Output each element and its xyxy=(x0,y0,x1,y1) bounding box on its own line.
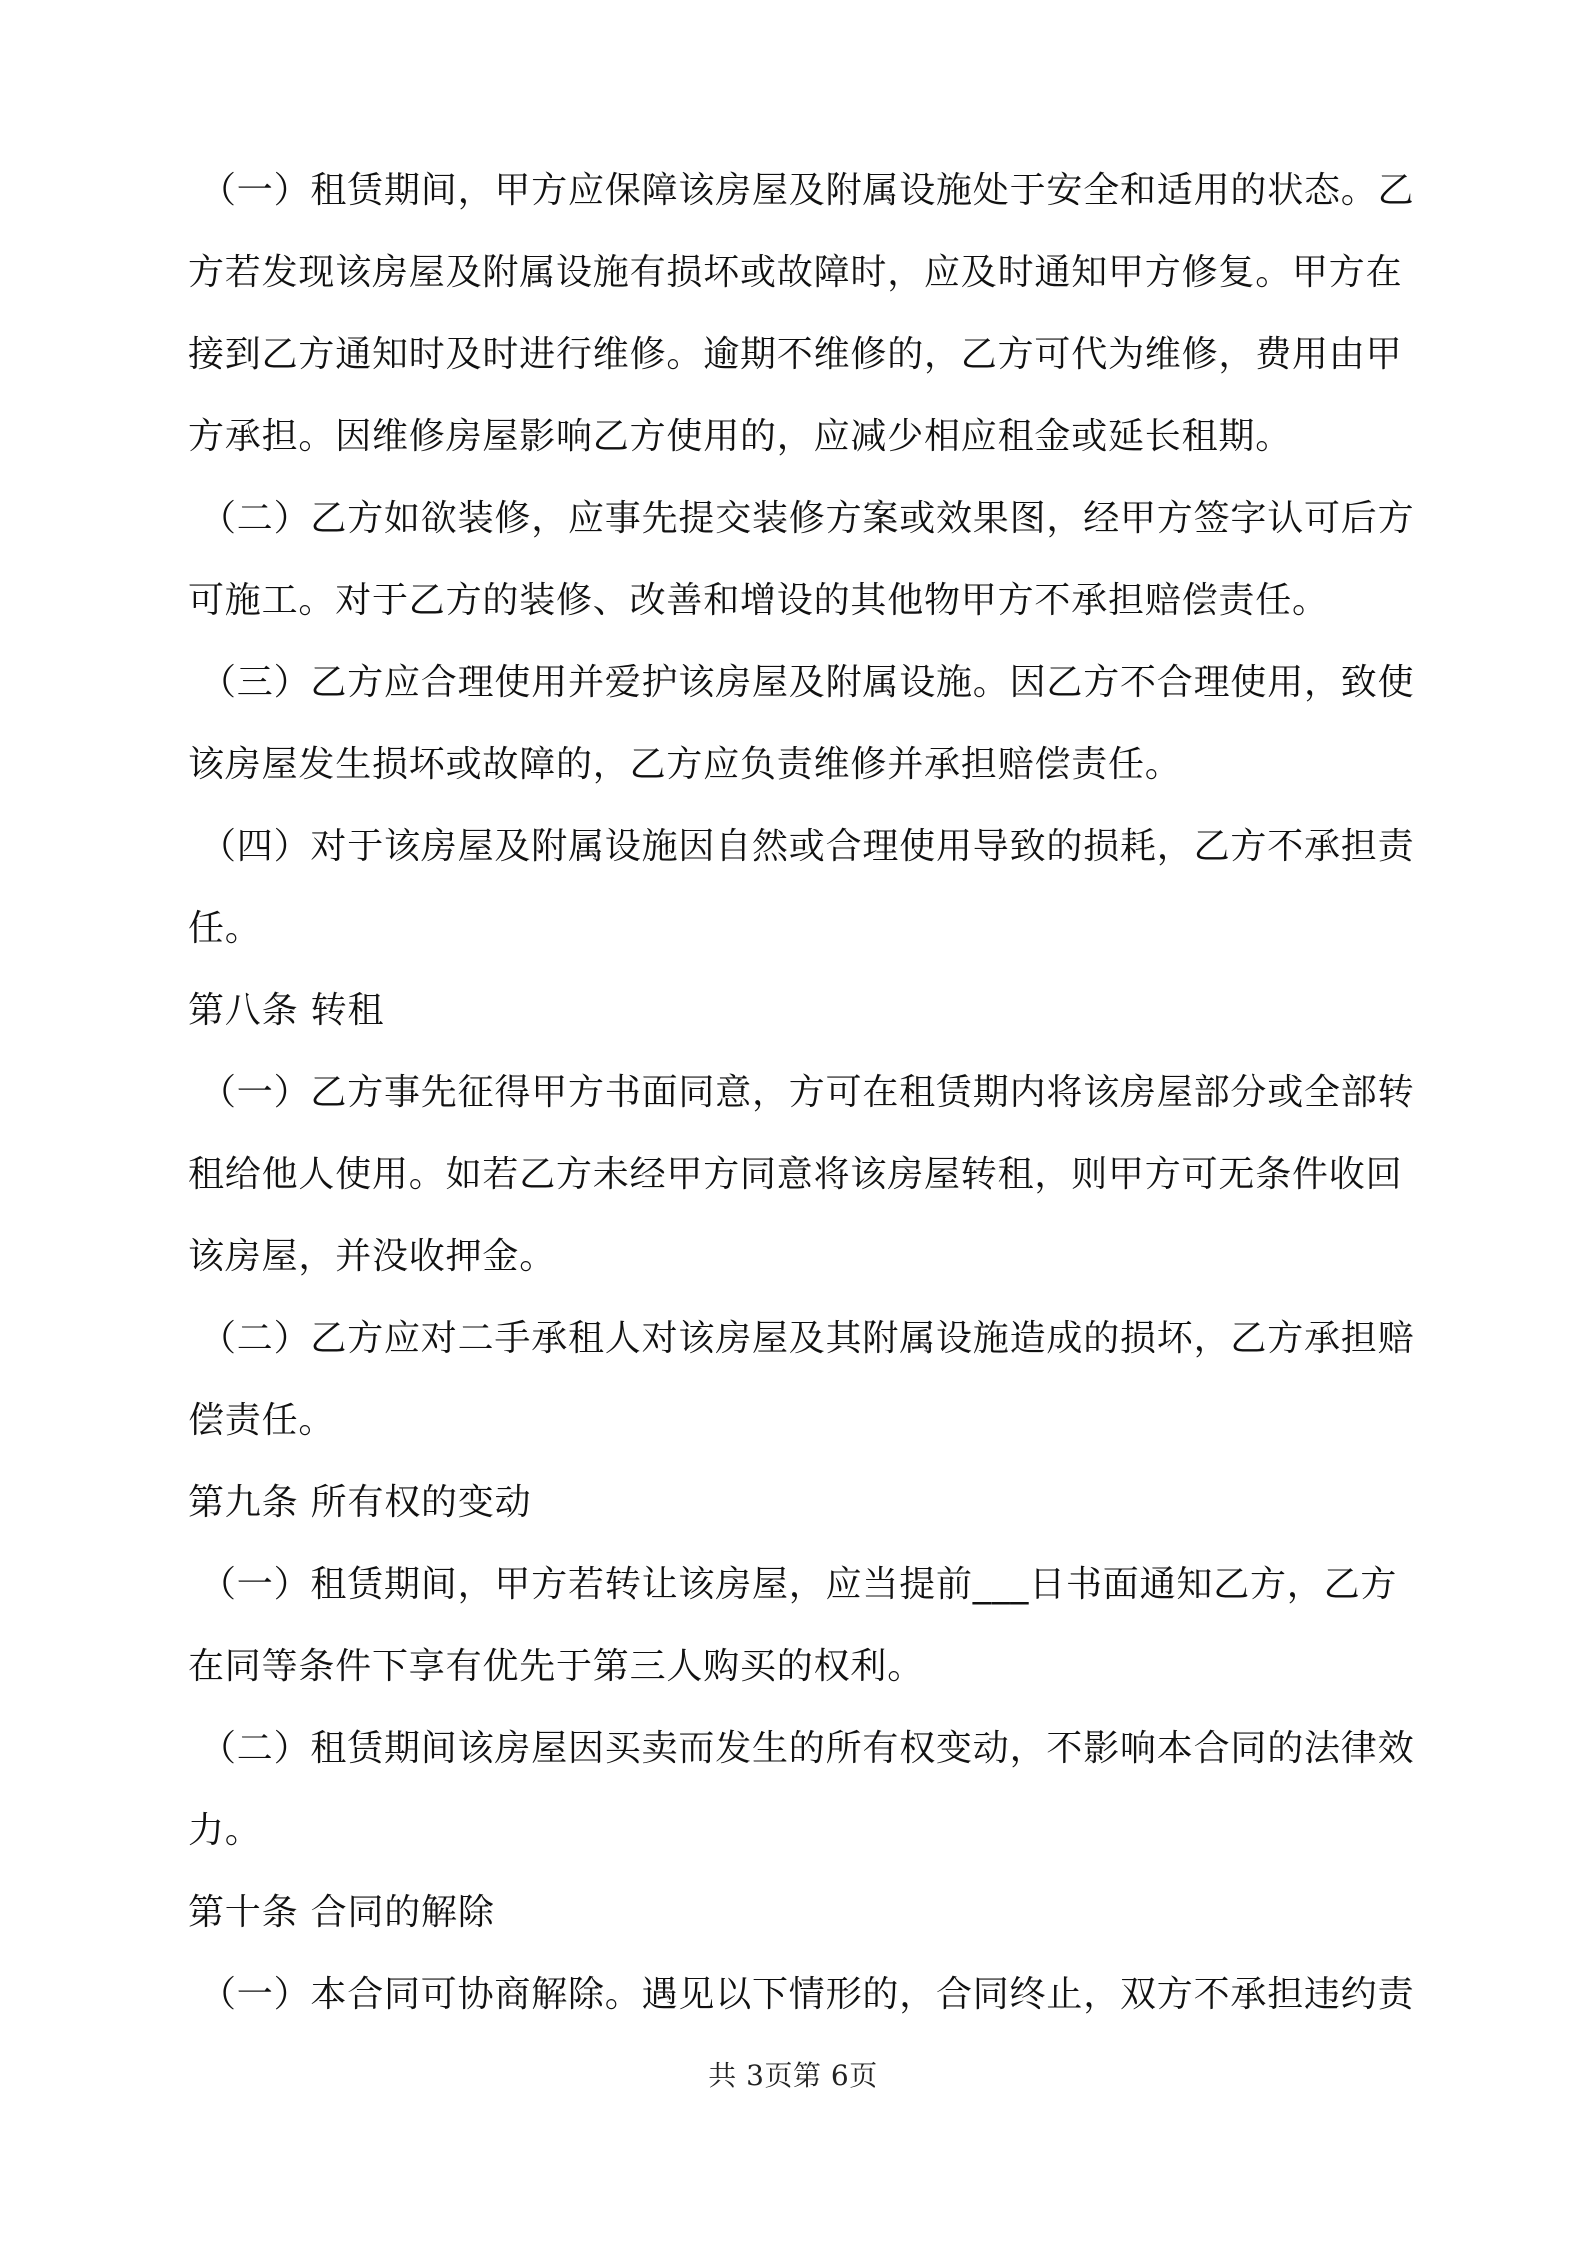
clause-7-paragraph-1: （一）租赁期间，甲方应保障该房屋及附属设施处于安全和适用的状态。乙方若发现该房屋及附属设施有损坏或故障时，应及时通知甲方修复。甲方在接到乙方通知时及时进行维修。逾期不维修的，乙方可代为维修，费用由甲方承担。因维修房屋影响乙方使用的，应减少相应租金或延长租期。 xyxy=(188,170,1415,457)
clause-9-paragraph-1: （一）租赁期间，甲方若转让该房屋，应当提前___日书面通知乙方，乙方在同等条件下享有优先于第三人购买的权利。 xyxy=(188,1564,1398,1687)
clause-7-paragraph-4: （四）对于该房屋及附属设施因自然或合理使用导致的损耗，乙方不承担责任。 xyxy=(188,826,1415,949)
document-body xyxy=(188,150,1428,2036)
clause-9-paragraph-2: （二）租赁期间该房屋因买卖而发生的所有权变动，不影响本合同的法律效力。 xyxy=(188,1728,1415,1851)
article-9-heading: 第九条 所有权的变动 xyxy=(188,1482,532,1523)
clause-7-paragraph-2: （二）乙方如欲装修，应事先提交装修方案或效果图，经甲方签字认可后方可施工。对于乙方的装修、改善和增设的其他物甲方不承担赔偿责任。 xyxy=(188,498,1415,621)
clause-8-paragraph-1: （一）乙方事先征得甲方书面同意，方可在租赁期内将该房屋部分或全部转租给他人使用。如若乙方未经甲方同意将该房屋转租，则甲方可无条件收回该房屋，并没收押金。 xyxy=(188,1072,1415,1277)
clause-7-paragraph-3: （三）乙方应合理使用并爱护该房屋及附属设施。因乙方不合理使用，致使该房屋发生损坏或故障的，乙方应负责维修并承担赔偿责任。 xyxy=(188,662,1415,785)
article-10-heading: 第十条 合同的解除 xyxy=(188,1892,495,1933)
clause-10-paragraph-1: （一）本合同可协商解除。遇见以下情形的，合同终止，双方不承担违约责 xyxy=(200,1974,1415,2015)
page-footer: 共 3页第 6页 xyxy=(708,2059,878,2092)
clause-8-paragraph-2: （二）乙方应对二手承租人对该房屋及其附属设施造成的损坏，乙方承担赔偿责任。 xyxy=(188,1318,1415,1441)
article-8-heading: 第八条 转租 xyxy=(188,990,385,1031)
